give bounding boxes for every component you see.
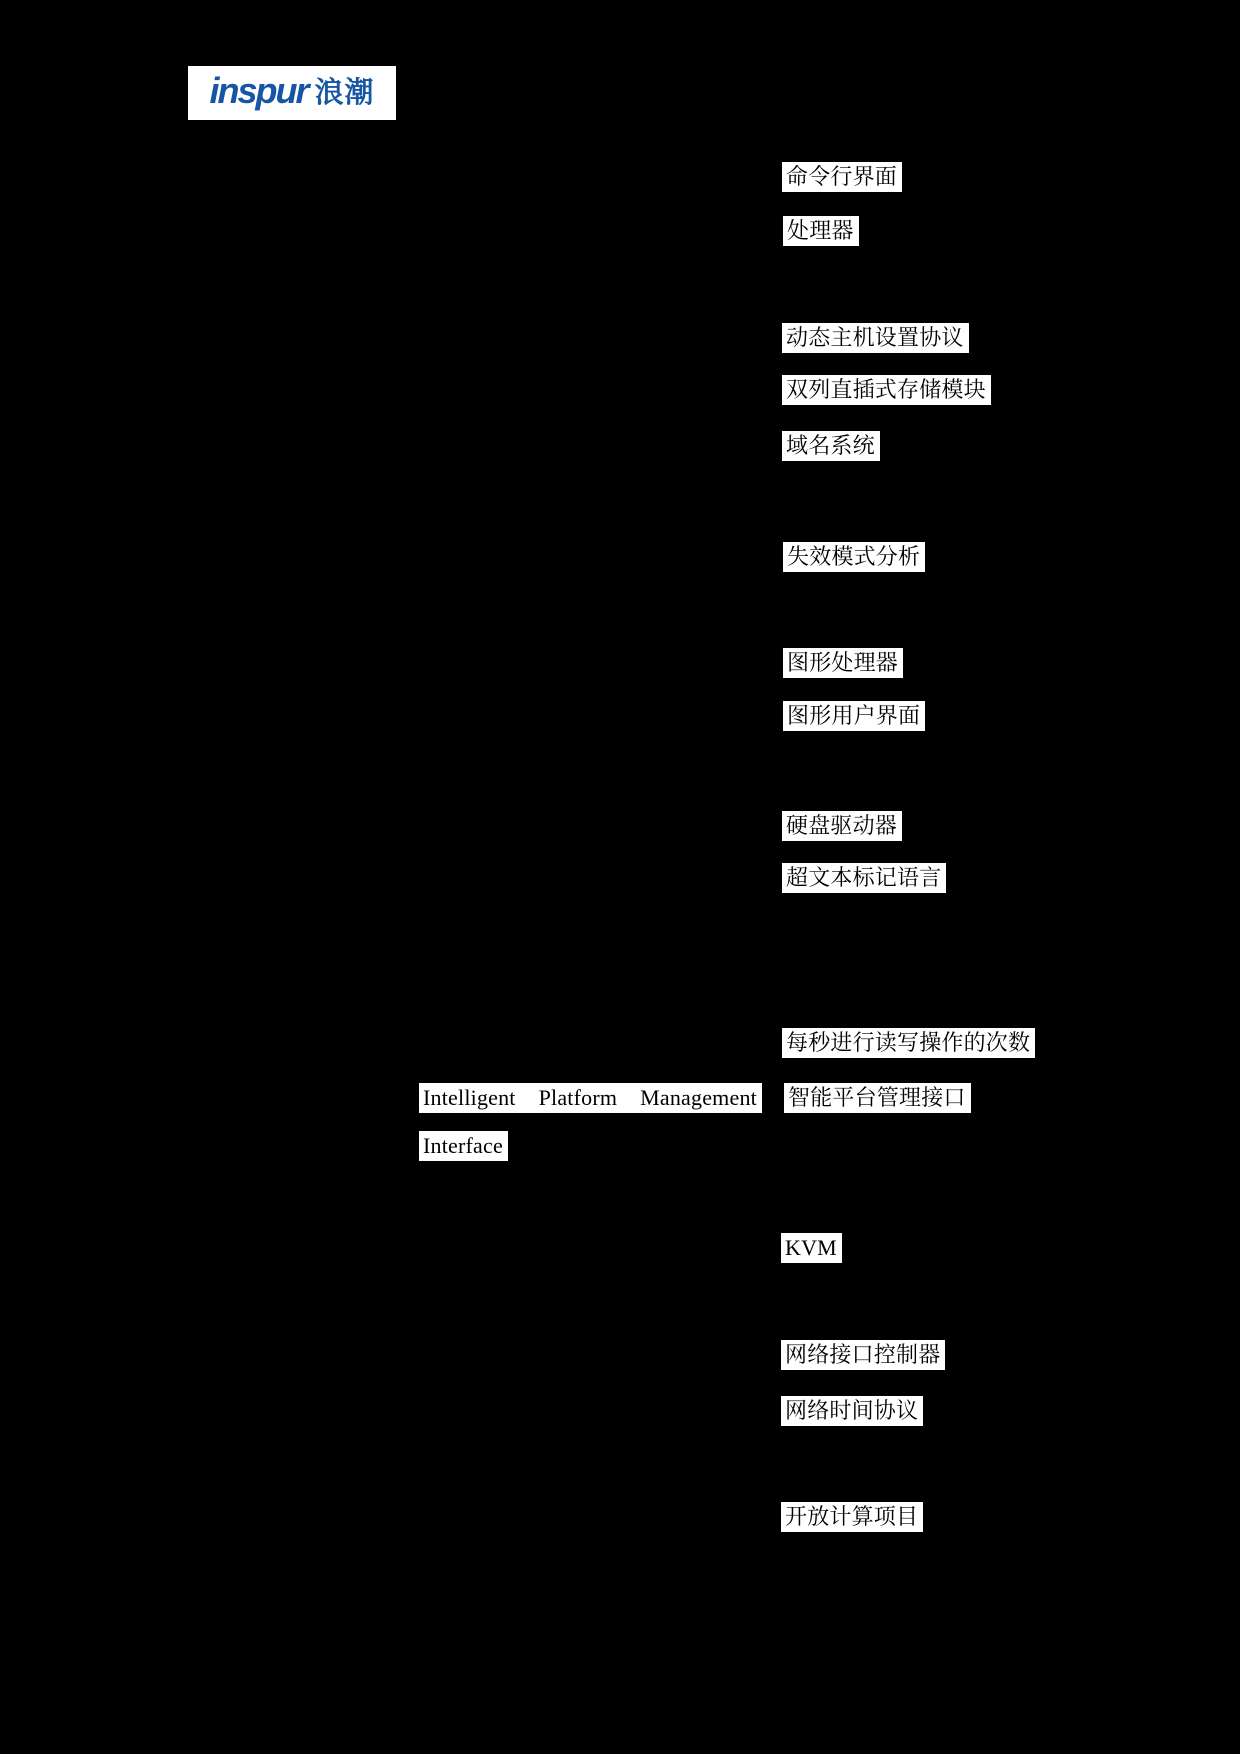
term-highlight-dhcp: 动态主机设置协议 (782, 323, 969, 353)
term-highlight-ipmi-english-line2: Interface (419, 1131, 508, 1161)
inspur-logo-latin-text: inspur (209, 70, 308, 111)
term-highlight-ntp: 网络时间协议 (781, 1396, 923, 1426)
term-highlight-gui: 图形用户界面 (783, 701, 925, 731)
term-highlight-ipmi-chinese: 智能平台管理接口 (784, 1083, 971, 1113)
term-highlight-kvm: KVM (781, 1233, 842, 1263)
term-highlight-gpu: 图形处理器 (783, 648, 903, 678)
term-highlight-dimm: 双列直插式存储模块 (782, 375, 991, 405)
term-highlight-fma: 失效模式分析 (783, 542, 925, 572)
inspur-logo-cjk-text: 浪潮 (314, 76, 375, 109)
ipmi-word-intelligent: Intelligent (423, 1085, 516, 1110)
term-highlight-dns: 域名系统 (782, 431, 880, 461)
ipmi-word-management: Management (640, 1085, 757, 1110)
term-highlight-html: 超文本标记语言 (782, 863, 946, 893)
term-highlight-cli: 命令行界面 (782, 162, 902, 192)
ipmi-word-platform: Platform (538, 1085, 618, 1110)
term-highlight-nic: 网络接口控制器 (781, 1340, 945, 1370)
term-highlight-ocp: 开放计算项目 (781, 1502, 923, 1532)
term-highlight-hdd: 硬盘驱动器 (782, 811, 902, 841)
term-highlight-processor: 处理器 (783, 216, 859, 246)
inspur-logo (188, 66, 396, 120)
term-highlight-ipmi-english-line1 (419, 1083, 762, 1113)
term-highlight-iops: 每秒进行读写操作的次数 (782, 1028, 1035, 1058)
